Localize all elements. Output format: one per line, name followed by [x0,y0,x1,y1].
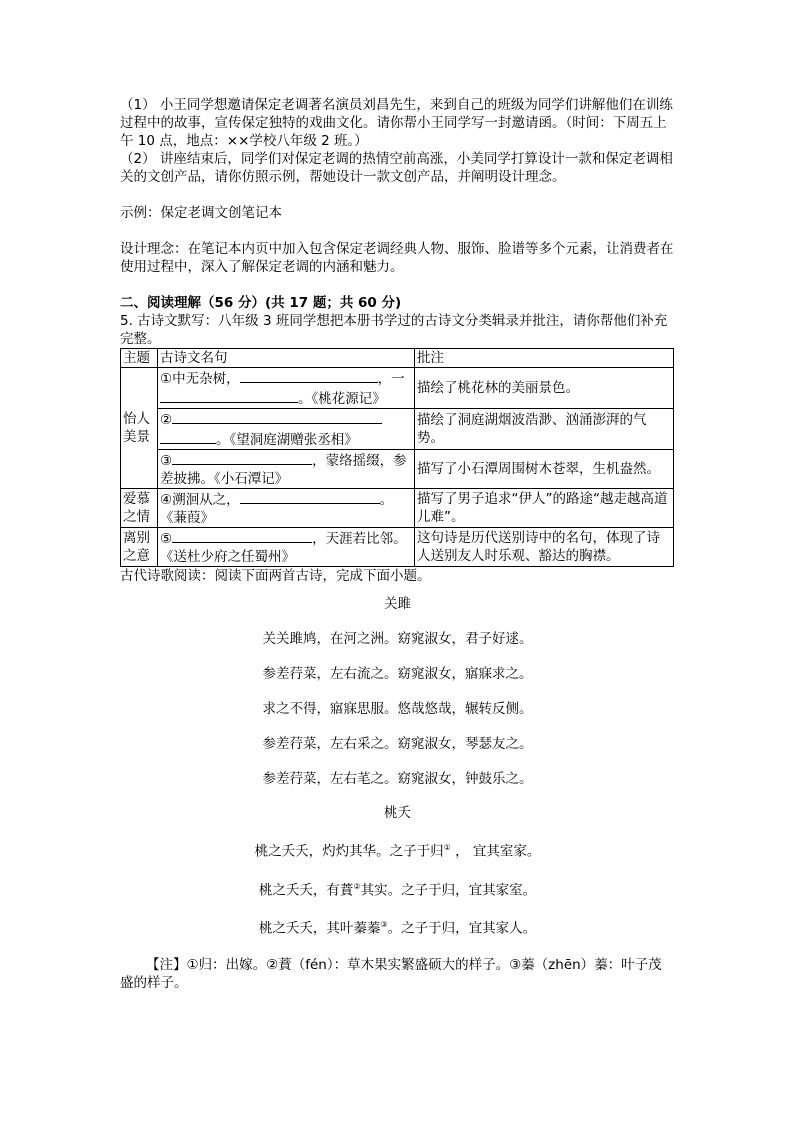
question-2: （2） 讲座结束后，同学们对保定老调的热情空前高涨，小美同学打算设计一款和保定老调相关的文创产品，请你仿照示例，帮她设计一款文创产品，并阐明设计理念。 [120,151,673,185]
poem-line: 关关雎鸠，在河之洲。窈窕淑女，君子好逑。 [262,631,533,647]
note-cell: 描绘了桃花林的美丽景色。 [415,368,674,409]
poem-line: 桃之夭夭，灼灼其华。之子于归① ， 宜其室家。 [254,843,541,860]
document-page [120,96,675,992]
sentence-cell: ② 。《望洞庭湖赠张丞相》 [158,409,415,450]
question-5: 5. 古诗文默写：八年级 3 班同学想把本册书学过的古诗文分类辑录并批注，请你帮他们补充完整。 [120,313,668,347]
note-cell: 描写了男子追求“伊人”的路途“越走越高道儿难”。 [415,489,674,528]
poem-line: 桃之夭夭，有蕡②其实。之子于归，宜其家室。 [258,881,537,898]
sentence-cell: ⑤ ，天涯若比邻。《送杜少府之任蜀州》 [158,528,415,567]
poem-intro: 古代诗歌阅读：阅读下面两首古诗，完成下面小题。 [120,568,431,584]
answer-blank[interactable] [240,489,380,504]
poem-title: 桃夭 [384,805,411,821]
answer-blank[interactable] [172,409,382,424]
note-cell: 这句诗是历代送别诗中的名句，体现了诗人送别友人时乐观、豁达的胸襟。 [415,528,674,567]
poem-line: 求之不得，寤寐思服。悠哉悠哉，辗转反侧。 [262,701,533,717]
answer-blank[interactable] [172,528,312,543]
theme-cell: 离别之意 [121,528,158,567]
table-row [121,409,674,450]
table-header-row [121,349,674,368]
note-cell: 描写了小石潭周围树木苍翠，生机盎然。 [415,450,674,489]
poem-line: 参差荇菜，左右芼之。窈窕淑女，钟鼓乐之。 [262,771,533,787]
theme-cell: 爱慕之情 [121,489,158,528]
note-cell: 描绘了洞庭湖烟波浩渺、汹涌澎湃的气势。 [415,409,674,450]
sentence-cell: ①中无杂树， ，一 。《桃花源记》 [158,368,415,409]
design-concept: 设计理念：在笔记本内页中加入包含保定老调经典人物、服饰、脸谱等多个元素，让消费者在使用过程中，深入了解保定老调的内涵和魅力。 [120,241,674,275]
header-sentence: 古诗文名句 [158,349,415,368]
sentence-cell: ④溯洄从之， 。《蒹葭》 [158,489,415,528]
table-row [121,450,674,489]
poem-line: 参差荇菜，左右采之。窈窕淑女，琴瑟友之。 [262,736,533,752]
footnote: 【注】①归：出嫁。②蕡（fén）：草木果实繁盛硕大的样子。③蓁（zhēn）蓁：叶子茂盛的样子。 [120,956,662,991]
recitation-table [120,348,674,567]
poem-line: 参差荇菜，左右流之。窈窕淑女，寤寐求之。 [262,666,533,682]
answer-blank[interactable] [160,388,298,403]
example: 示例：保定老调文创笔记本 [120,205,282,221]
poem-taoyao [120,804,675,938]
answer-blank[interactable] [240,368,378,383]
poem-guanju [120,595,675,788]
answer-blank[interactable] [172,450,312,465]
sentence-cell: ③ ，蒙络摇缀，参差披拂。《小石潭记》 [158,450,415,489]
section-heading: 二、阅读理解（56 分）(共 17 题；共 60 分) [120,295,402,311]
poem-line: 桃之夭夭，其叶蓁蓁③。之子于归，宜其家人。 [258,920,537,937]
header-note: 批注 [415,349,674,368]
table-row [121,489,674,528]
poem-title: 关雎 [384,596,411,612]
table-row [121,528,674,567]
question-1: （1） 小王同学想邀请保定老调著名演员刘昌先生，来到自己的班级为同学们讲解他们在训练过程中的故事，宣传保定独特的戏曲文化。请你帮小王同学写一封邀请函。（时间：下周五上午 10 点，地点：××学校八年级 2 班。） [120,97,673,149]
theme-cell: 怡人美景 [121,368,158,489]
table-row [121,368,674,409]
header-theme: 主题 [121,349,158,368]
answer-blank[interactable] [160,429,216,444]
